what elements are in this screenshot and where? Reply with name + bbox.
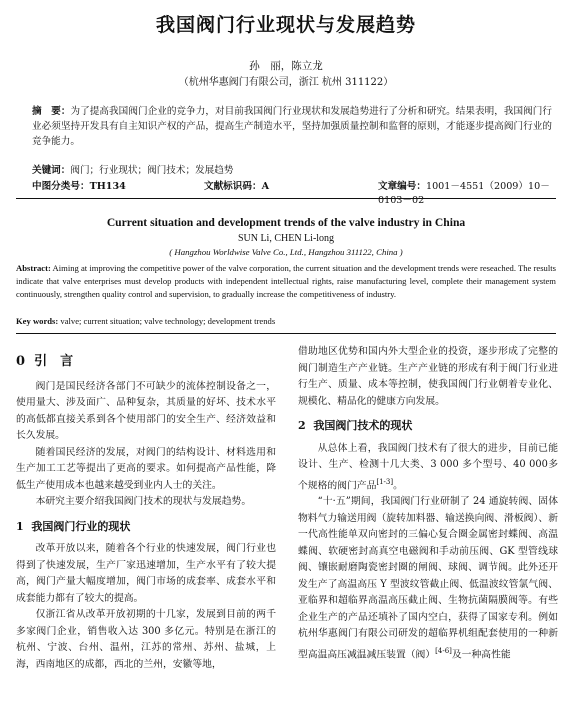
paragraph: 改革开放以来，随着各个行业的快速发展，阀门行业也得到了快速发展，生产厂家迅速增加，生产水平有了较大提高，阀门产量大幅度增加，阀门市场的成套率、成套水平和成套能力都有了较大的提高。 xyxy=(16,543,276,604)
paragraph: 阀门是国民经济各部门不可缺少的流体控制设备之一，使用量大、涉及面广、品种复杂，其质量的好坏、技术水平的高低都直接关系到各个使用部门的安全生产、经济效益和长久发展。 xyxy=(16,380,276,441)
article-number: 文章编号：1001－4551（2009）10－0103－02 xyxy=(378,181,550,206)
english-abstract-text: Aiming at improving the competitive power of the valve corporation, the current situation and the development trends were reseached. The results indicate that valve enterprises must develop products with independent intellectual rights, raise manufacturing level, complete their management system continuously, strengthen quality control and supervision, to gradually increase the competitiveness of industry. xyxy=(16,263,556,299)
left-column xyxy=(16,354,276,673)
authors: 孙 丽，陈立龙 xyxy=(249,60,323,72)
section-heading-1: 1 我国阀门行业的现状 xyxy=(16,519,131,533)
paragraph: 仅浙江省从改革开放初期的十几家，发展到目前的两千多家阀门企业，销售收入达 300 多亿元。特别是在浙江的杭州、宁波、台州、温州，江苏的常州、苏州、盐城，上海，西南地区的成都，西北的兰州，安徽等地， xyxy=(16,609,276,670)
english-keywords-label: Key words: xyxy=(16,316,59,326)
paragraph: 本研究主要介绍我国阀门技术的现状与发展趋势。 xyxy=(35,496,252,507)
english-abstract xyxy=(16,262,556,301)
keywords-label: 关键词： xyxy=(32,165,71,176)
abstract-label: 摘 要： xyxy=(32,106,71,117)
paragraph: “十·五”期间，我国阀门行业研制了 24 通旋转阀、固体物料气力输送用阀（旋转加料器、输送换向阀、滑板阀）、新一代高性能单双向密封的三偏心复合圈金属密封蝶阀、高温蝶阀、软硬密封高真空电磁阀和手动前压阀、GK 型管线球阀、镶嵌耐磨陶瓷密封圈的闸阀、球阀、调节阀。此外还开发生产了高温高压 Y 型波纹管截止阀、低温波纹管氯气阀、亚临界和超临界高温高压截止阀、生物抗菌隔膜阀等。有些企业生产的产品还填补了国内空白，获得了国家专利。例如杭州华惠阀门有限公司研发的超临界机组配套使用的一种新型高温高压减温减压装置（阀）[4-6]及一种高性能 xyxy=(298,496,558,661)
section-heading-0: 0 引 言 xyxy=(16,354,74,369)
divider-rule xyxy=(16,198,556,199)
english-affiliation: ( Hangzhou Worldwise Valve Co., Ltd., Hangzhou 311122, China ) xyxy=(169,247,403,257)
clc-number: 中图分类号：TH134 xyxy=(32,181,126,192)
english-abstract-label: Abstract: xyxy=(16,263,51,273)
paragraph: 借助地区优势和国内外大型企业的投资，逐步形成了完整的阀门制造生产产业链。生产产业链的形成有利于阀门行业进行生产、质量、成本等控制，使我国阀门行业朝着专业化、规模化、精品化的健康方向发展。 xyxy=(298,346,558,407)
paragraph: 从总体上看，我国阀门技术有了很大的进步，目前已能设计、生产、检测十几大类、3 000 多个型号、40 000多个规格的阀门产品[1-3]。 xyxy=(298,442,558,491)
english-keywords-text: valve; current situation; valve technology; development trends xyxy=(60,316,276,326)
keywords-text: 阀门；行业现状；阀门技术；发展趋势 xyxy=(70,165,234,176)
keywords xyxy=(32,163,552,178)
affiliation: （杭州华惠阀门有限公司，浙江 杭州 311122） xyxy=(178,77,394,88)
citation: [1-3] xyxy=(376,477,394,486)
right-column xyxy=(298,344,558,664)
abstract-text: 为了提高我国阀门企业的竞争力，对目前我国阀门行业现状和发展趋势进行了分析和研究。结果表明，我国阀门行业必须坚持开发具有自主知识产权的产品，提高生产制造水平，坚持加强质量控制和监督的原则，才能逐步提高阀门行业的竞争能力。 xyxy=(32,106,553,147)
divider-rule-2 xyxy=(16,333,556,334)
citation: [4-6] xyxy=(435,646,452,655)
section-heading-2: 2 我国阀门技术的现状 xyxy=(298,419,413,432)
abstract xyxy=(32,104,552,149)
english-title: Current situation and development trends of the valve industry in China xyxy=(106,216,466,229)
page-title: 我国阀门行业现状与发展趋势 xyxy=(155,14,416,36)
document-code: 文献标识码：A xyxy=(204,181,270,192)
english-keywords xyxy=(16,316,556,326)
paragraph: 随着国民经济的发展，对阀门的结构设计、材料选用和生产加工工艺等提出了更高的要求。如何提高产品性能，降低生产使用成本也越来越受到业内人士的关注。 xyxy=(16,446,276,491)
english-authors: SUN Li, CHEN Li-long xyxy=(237,233,335,244)
